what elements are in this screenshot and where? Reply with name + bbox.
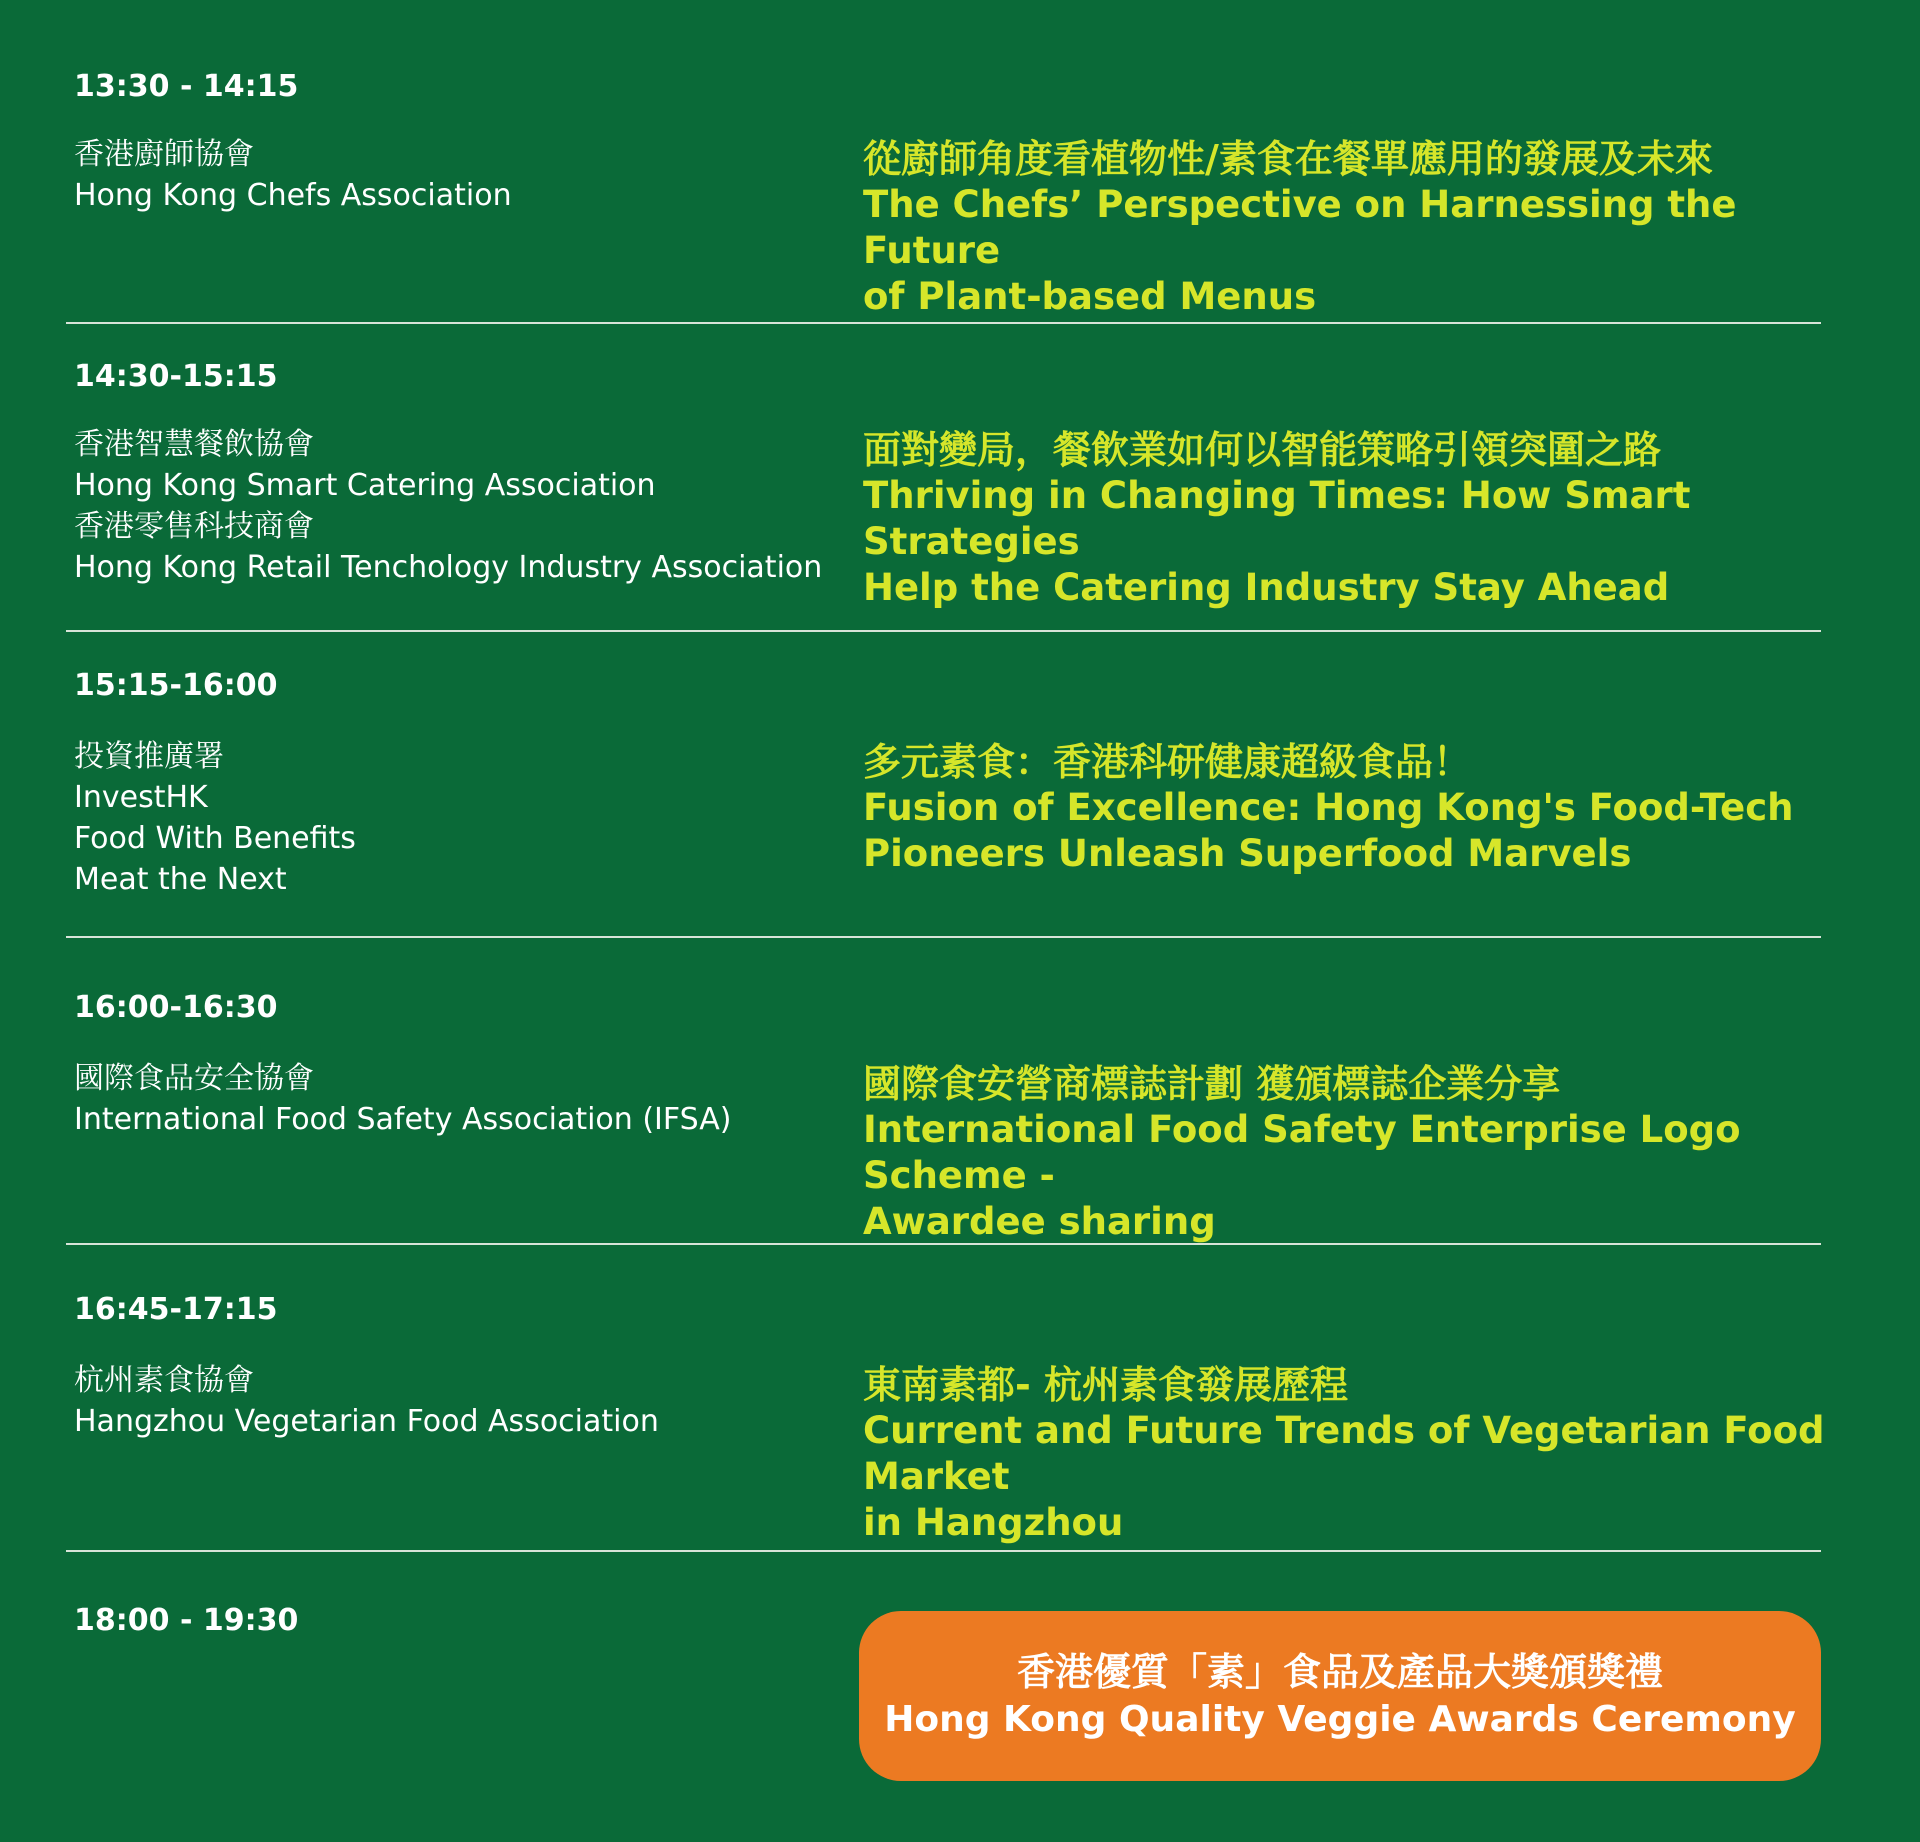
session-speakers — [74, 1058, 731, 1140]
session-time: 18:00 - 19:30 — [74, 1603, 299, 1638]
award-title-en: Hong Kong Quality Veggie Awards Ceremony — [884, 1699, 1796, 1740]
award-title-zh: 香港優質「素」食品及產品大獎頒獎禮 — [1016, 1650, 1663, 1694]
speaker-line: Food With Benefits — [74, 821, 356, 856]
speaker-line: 香港智慧餐飲協會 — [74, 427, 314, 462]
session-time: 14:30-15:15 — [74, 359, 278, 394]
session-topic — [863, 1362, 1873, 1546]
speaker-line: 國際食品安全協會 — [74, 1061, 314, 1096]
session-speakers — [74, 424, 822, 588]
session-divider — [66, 936, 1821, 938]
session-time: 15:15-16:00 — [74, 668, 278, 703]
topic-title-zh: 國際食安營商標誌計劃 獲頒標誌企業分享 — [863, 1062, 1561, 1106]
session-divider — [66, 630, 1821, 632]
topic-title-en-line: International Food Safety Enterprise Logo Scheme - — [863, 1108, 1741, 1197]
session-speakers — [74, 1360, 659, 1442]
session-speakers — [74, 736, 356, 900]
session-time: 13:30 - 14:15 — [74, 69, 299, 104]
topic-title-zh: 從廚師角度看植物性/素食在餐單應用的發展及未來 — [863, 137, 1713, 181]
topic-title-zh: 多元素食：香港科研健康超級食品！ — [863, 740, 1472, 784]
topic-title-en-line: in Hangzhou — [863, 1501, 1124, 1544]
topic-title-zh: 東南素都- 杭州素食發展歷程 — [863, 1363, 1349, 1407]
topic-title-en-line: Current and Future Trends of Vegetarian Food Market — [863, 1409, 1825, 1498]
session-topic — [863, 136, 1873, 320]
session-divider — [66, 1550, 1821, 1552]
speaker-line: Hong Kong Smart Catering Association — [74, 468, 656, 503]
topic-title-en-line: Thriving in Changing Times: How Smart Strategies — [863, 474, 1691, 563]
speaker-line: 杭州素食協會 — [74, 1363, 254, 1398]
session-time: 16:45-17:15 — [74, 1292, 278, 1327]
topic-title-en-line: Pioneers Unleash Superfood Marvels — [863, 832, 1632, 875]
speaker-line: International Food Safety Association (IFSA) — [74, 1102, 732, 1137]
topic-title-zh: 面對變局，餐飲業如何以智能策略引領突圍之路 — [863, 428, 1662, 472]
session-topic — [863, 739, 1873, 877]
session-topic — [863, 427, 1873, 611]
session-speakers — [74, 134, 512, 216]
speaker-line: 投資推廣署 — [74, 739, 224, 774]
session-divider — [66, 1243, 1821, 1245]
speaker-line: InvestHK — [74, 780, 208, 815]
topic-title-en-line: Help the Catering Industry Stay Ahead — [863, 566, 1670, 609]
topic-title-en-line: Awardee sharing — [863, 1200, 1216, 1243]
speaker-line: Hangzhou Vegetarian Food Association — [74, 1404, 659, 1439]
topic-title-en-line: Fusion of Excellence: Hong Kong's Food-Tech — [863, 786, 1794, 829]
speaker-line: Meat the Next — [74, 862, 287, 897]
awards-ceremony-badge — [859, 1611, 1821, 1781]
session-topic — [863, 1061, 1873, 1245]
topic-title-en-line: of Plant-based Menus — [863, 275, 1317, 318]
speaker-line: Hong Kong Retail Tenchology Industry Association — [74, 550, 823, 585]
speaker-line: 香港零售科技商會 — [74, 509, 314, 544]
session-time: 16:00-16:30 — [74, 990, 278, 1025]
speaker-line: 香港廚師協會 — [74, 137, 254, 172]
speaker-line: Hong Kong Chefs Association — [74, 178, 512, 213]
session-divider — [66, 322, 1821, 324]
topic-title-en-line: The Chefs’ Perspective on Harnessing the Future — [863, 183, 1737, 272]
